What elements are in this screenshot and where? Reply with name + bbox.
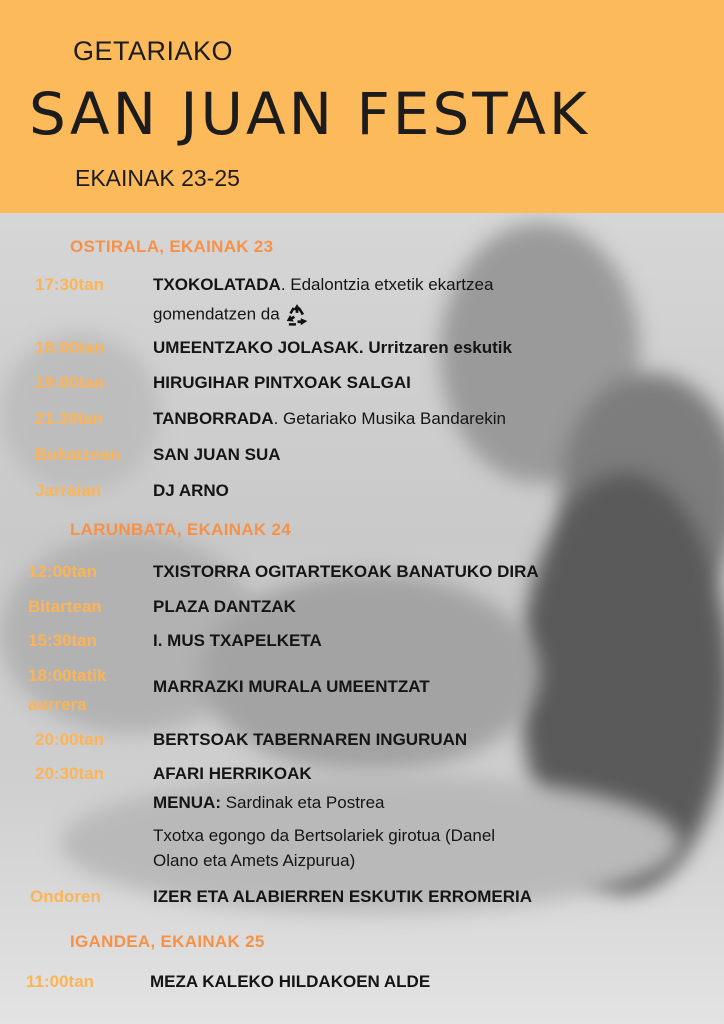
event-time: 11:00tan xyxy=(26,972,95,991)
menu-label: MENUA: xyxy=(153,793,221,812)
event-title: MEZA KALEKO HILDAKOEN ALDE xyxy=(150,972,431,991)
event-menu xyxy=(153,793,384,813)
event-text xyxy=(153,597,296,617)
event-title: IZER ETA ALABIERREN ESKUTIK ERROMERIA xyxy=(153,887,533,906)
event-title: MARRAZKI MURALA UMEENTZAT xyxy=(153,677,430,696)
event-time: 15:30tan xyxy=(28,631,97,650)
event-text xyxy=(153,445,281,465)
event-title: TANBORRADA xyxy=(153,409,274,428)
event-title: SAN JUAN SUA xyxy=(153,445,281,464)
event-text-continued xyxy=(153,302,310,328)
day-heading: LARUNBATA, EKAINAK 24 xyxy=(70,520,292,539)
event-time: 19:00tan xyxy=(35,373,104,392)
event-time: 18:00tan xyxy=(35,338,104,357)
event-text xyxy=(153,631,322,651)
event-title: UMEENTZAKO JOLASAK. Urritzaren eskutik xyxy=(153,338,512,357)
menu-text: Sardinak eta Postrea xyxy=(221,793,385,812)
event-time: 20:30tan xyxy=(35,764,104,783)
event-text xyxy=(153,338,512,358)
event-text xyxy=(153,481,229,501)
header-dates: EKAINAK 23-25 xyxy=(75,165,240,191)
event-time: Ondoren xyxy=(30,887,101,906)
event-text xyxy=(153,373,411,393)
event-time: Bukatzean xyxy=(35,445,121,464)
event-time: Jarraian xyxy=(35,481,102,500)
event-title: TXOKOLATADA xyxy=(153,275,281,294)
recycle-icon xyxy=(284,302,310,328)
event-detail: . Edalontzia etxetik ekartzea xyxy=(280,275,494,294)
event-text xyxy=(150,972,430,992)
event-time: Bitartean xyxy=(28,597,102,616)
event-time-continued: aurrera xyxy=(28,695,87,714)
event-title: I. MUS TXAPELKETA xyxy=(153,631,322,650)
day-heading: OSTIRALA, EKAINAK 23 xyxy=(70,237,274,256)
event-text xyxy=(153,677,430,697)
event-time: 21.30tan xyxy=(35,409,104,428)
event-note: Olano eta Amets Aizpurua) xyxy=(153,851,356,870)
event-time: 12:00tan xyxy=(28,562,97,581)
event-note: Txotxa egongo da Bertsolariek girotua (Danel xyxy=(153,826,496,845)
event-title: AFARI HERRIKOAK xyxy=(153,764,312,783)
event-detail: gomendatzen da xyxy=(153,304,280,324)
event-text xyxy=(153,730,467,750)
event-title: BERTSOAK TABERNAREN INGURUAN xyxy=(153,730,468,749)
event-text xyxy=(153,764,312,784)
event-title: PLAZA DANTZAK xyxy=(153,597,296,616)
event-text xyxy=(153,562,539,582)
day-heading: IGANDEA, EKAINAK 25 xyxy=(70,932,265,951)
event-time: 18:00tatik xyxy=(28,666,107,685)
header-title: SAN JUAN FESTAK xyxy=(29,80,590,148)
event-text xyxy=(153,409,506,429)
event-title: HIRUGIHAR PINTXOAK SALGAI xyxy=(153,373,411,392)
event-text xyxy=(153,275,493,295)
header-banner xyxy=(0,0,724,213)
header-subtitle: GETARIAKO xyxy=(73,36,234,66)
event-title: TXISTORRA OGITARTEKOAK BANATUKO DIRA xyxy=(153,562,539,581)
event-time: 17:30tan xyxy=(35,275,104,294)
event-time: 20:00tan xyxy=(35,730,104,749)
event-detail: . Getariako Musika Bandarekin xyxy=(273,409,507,428)
event-title: DJ ARNO xyxy=(153,481,229,500)
event-text xyxy=(153,887,532,907)
